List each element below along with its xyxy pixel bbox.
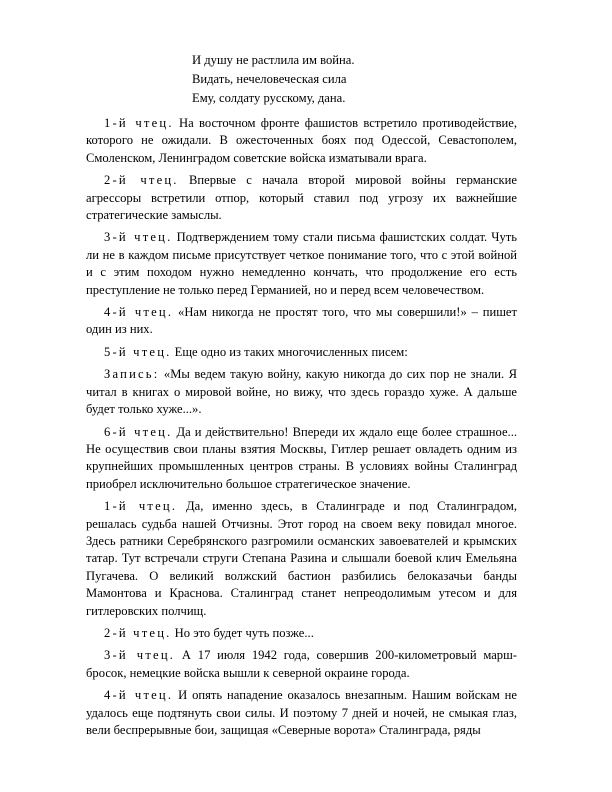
- paragraph: [86, 304, 517, 339]
- speaker-label: 1-й чтец.: [104, 499, 178, 514]
- speaker-label: 4-й чтец.: [104, 305, 174, 320]
- speaker-label: 1-й чтец.: [104, 116, 174, 130]
- paragraph-text: А 17 июля 1942 года, совершив 200-километровый марш-бросок, немецкие войска вышли к северной окраине города.: [86, 648, 517, 680]
- paragraph: [86, 647, 517, 682]
- paragraph: [86, 115, 517, 167]
- speaker-label: 4-й чтец.: [104, 688, 174, 703]
- paragraph: [86, 344, 517, 361]
- poem-line: Ему, солдату русскому, дана.: [192, 91, 346, 105]
- paragraph-text: «Нам никогда не простят того, что мы совершили!» – пишет один из них.: [86, 305, 517, 337]
- speaker-label: Запись:: [104, 367, 160, 382]
- paragraph-text: Впервые с начала второй мировой войны германские агрессоры встретили отпор, который ставил под угрозу их важнейшие стратегические замыслы.: [86, 173, 517, 223]
- speaker-label: 5-й чтец.: [104, 344, 172, 359]
- paragraph-text: Да и действительно! Впереди их ждало еще более страшное... Не осуществив свои планы взятия Москвы, Гитлер решает овладеть одним из крупнейших промышленных центров страны. В условиях войны Сталинград приобрел исключительно большое стратегическое значение.: [86, 424, 517, 491]
- paragraph-text: На восточном фронте фашистов встретило противодействие, которого не ожидали. В ожесточенных боях под Одессой, Севастополем, Смоленском, Ленинградом советские войска изматывали врага.: [86, 116, 517, 165]
- speaker-label: 2-й чтец.: [104, 625, 172, 640]
- paragraph: [86, 229, 517, 299]
- paragraph-text: Подтверждением тому стали письма фашистских солдат. Чуть ли не в каждом письме присутствует четкое понимание того, что с этой войной и с этим походом нужно немедленно кончать, что продолжение его есть преступление не только перед Германией, но и перед всем человечеством.: [86, 230, 518, 297]
- paragraph-text: «Мы ведем такую войну, какую никогда до сих пор не знали. Я читал в книгах о мировой войне, но вижу, что здесь гораздо хуже. А дальше будет только хуже...».: [86, 367, 517, 417]
- speaker-label: 3-й чтец.: [104, 230, 173, 245]
- paragraph: [86, 625, 517, 642]
- paragraph: [86, 366, 517, 418]
- paragraph: [86, 172, 517, 224]
- paragraph: [86, 498, 517, 620]
- poem-line: И душу не растлила им война.: [192, 53, 355, 67]
- paragraph-text: И опять нападение оказалось внезапным. Нашим войскам не удалось еще подтянуть свои силы. И поэтому 7 дней и ночей, не смыкая глаз, вели беспрерывные бои, защищая «Северные ворота» Сталинграда, ряды: [86, 688, 517, 737]
- speaker-label: 2-й чтец.: [104, 173, 179, 188]
- paragraph-text: Но это будет чуть позже...: [171, 625, 314, 640]
- speaker-label: 3-й чтец.: [104, 648, 176, 663]
- poem-line: Видать, нечеловеческая сила: [192, 72, 347, 86]
- paragraph-text: Да, именно здесь, в Сталинграде и под Сталинградом, решалась судьба нашей Отчизны. Этот город на своем веку повидал многое. Здесь ратники Серебрянского разгромили османских завоевателей и крымских татар. Тут встречали струги Степана Разина и слышали боевой клич Емельяна Пугачева. О великий волжский бастион разбились белоказачьи банды Мамонтова и Краснова. Сталинград станет непреодолимым утесом и для гитлеровских полчищ.: [86, 499, 517, 618]
- paragraph: [86, 424, 517, 494]
- poem-stanza: [192, 51, 522, 108]
- script-body: [86, 115, 517, 744]
- speaker-label: 6-й чтец.: [104, 424, 173, 439]
- paragraph-text: Еще одно из таких многочисленных писем:: [171, 344, 408, 359]
- paragraph: [86, 687, 517, 739]
